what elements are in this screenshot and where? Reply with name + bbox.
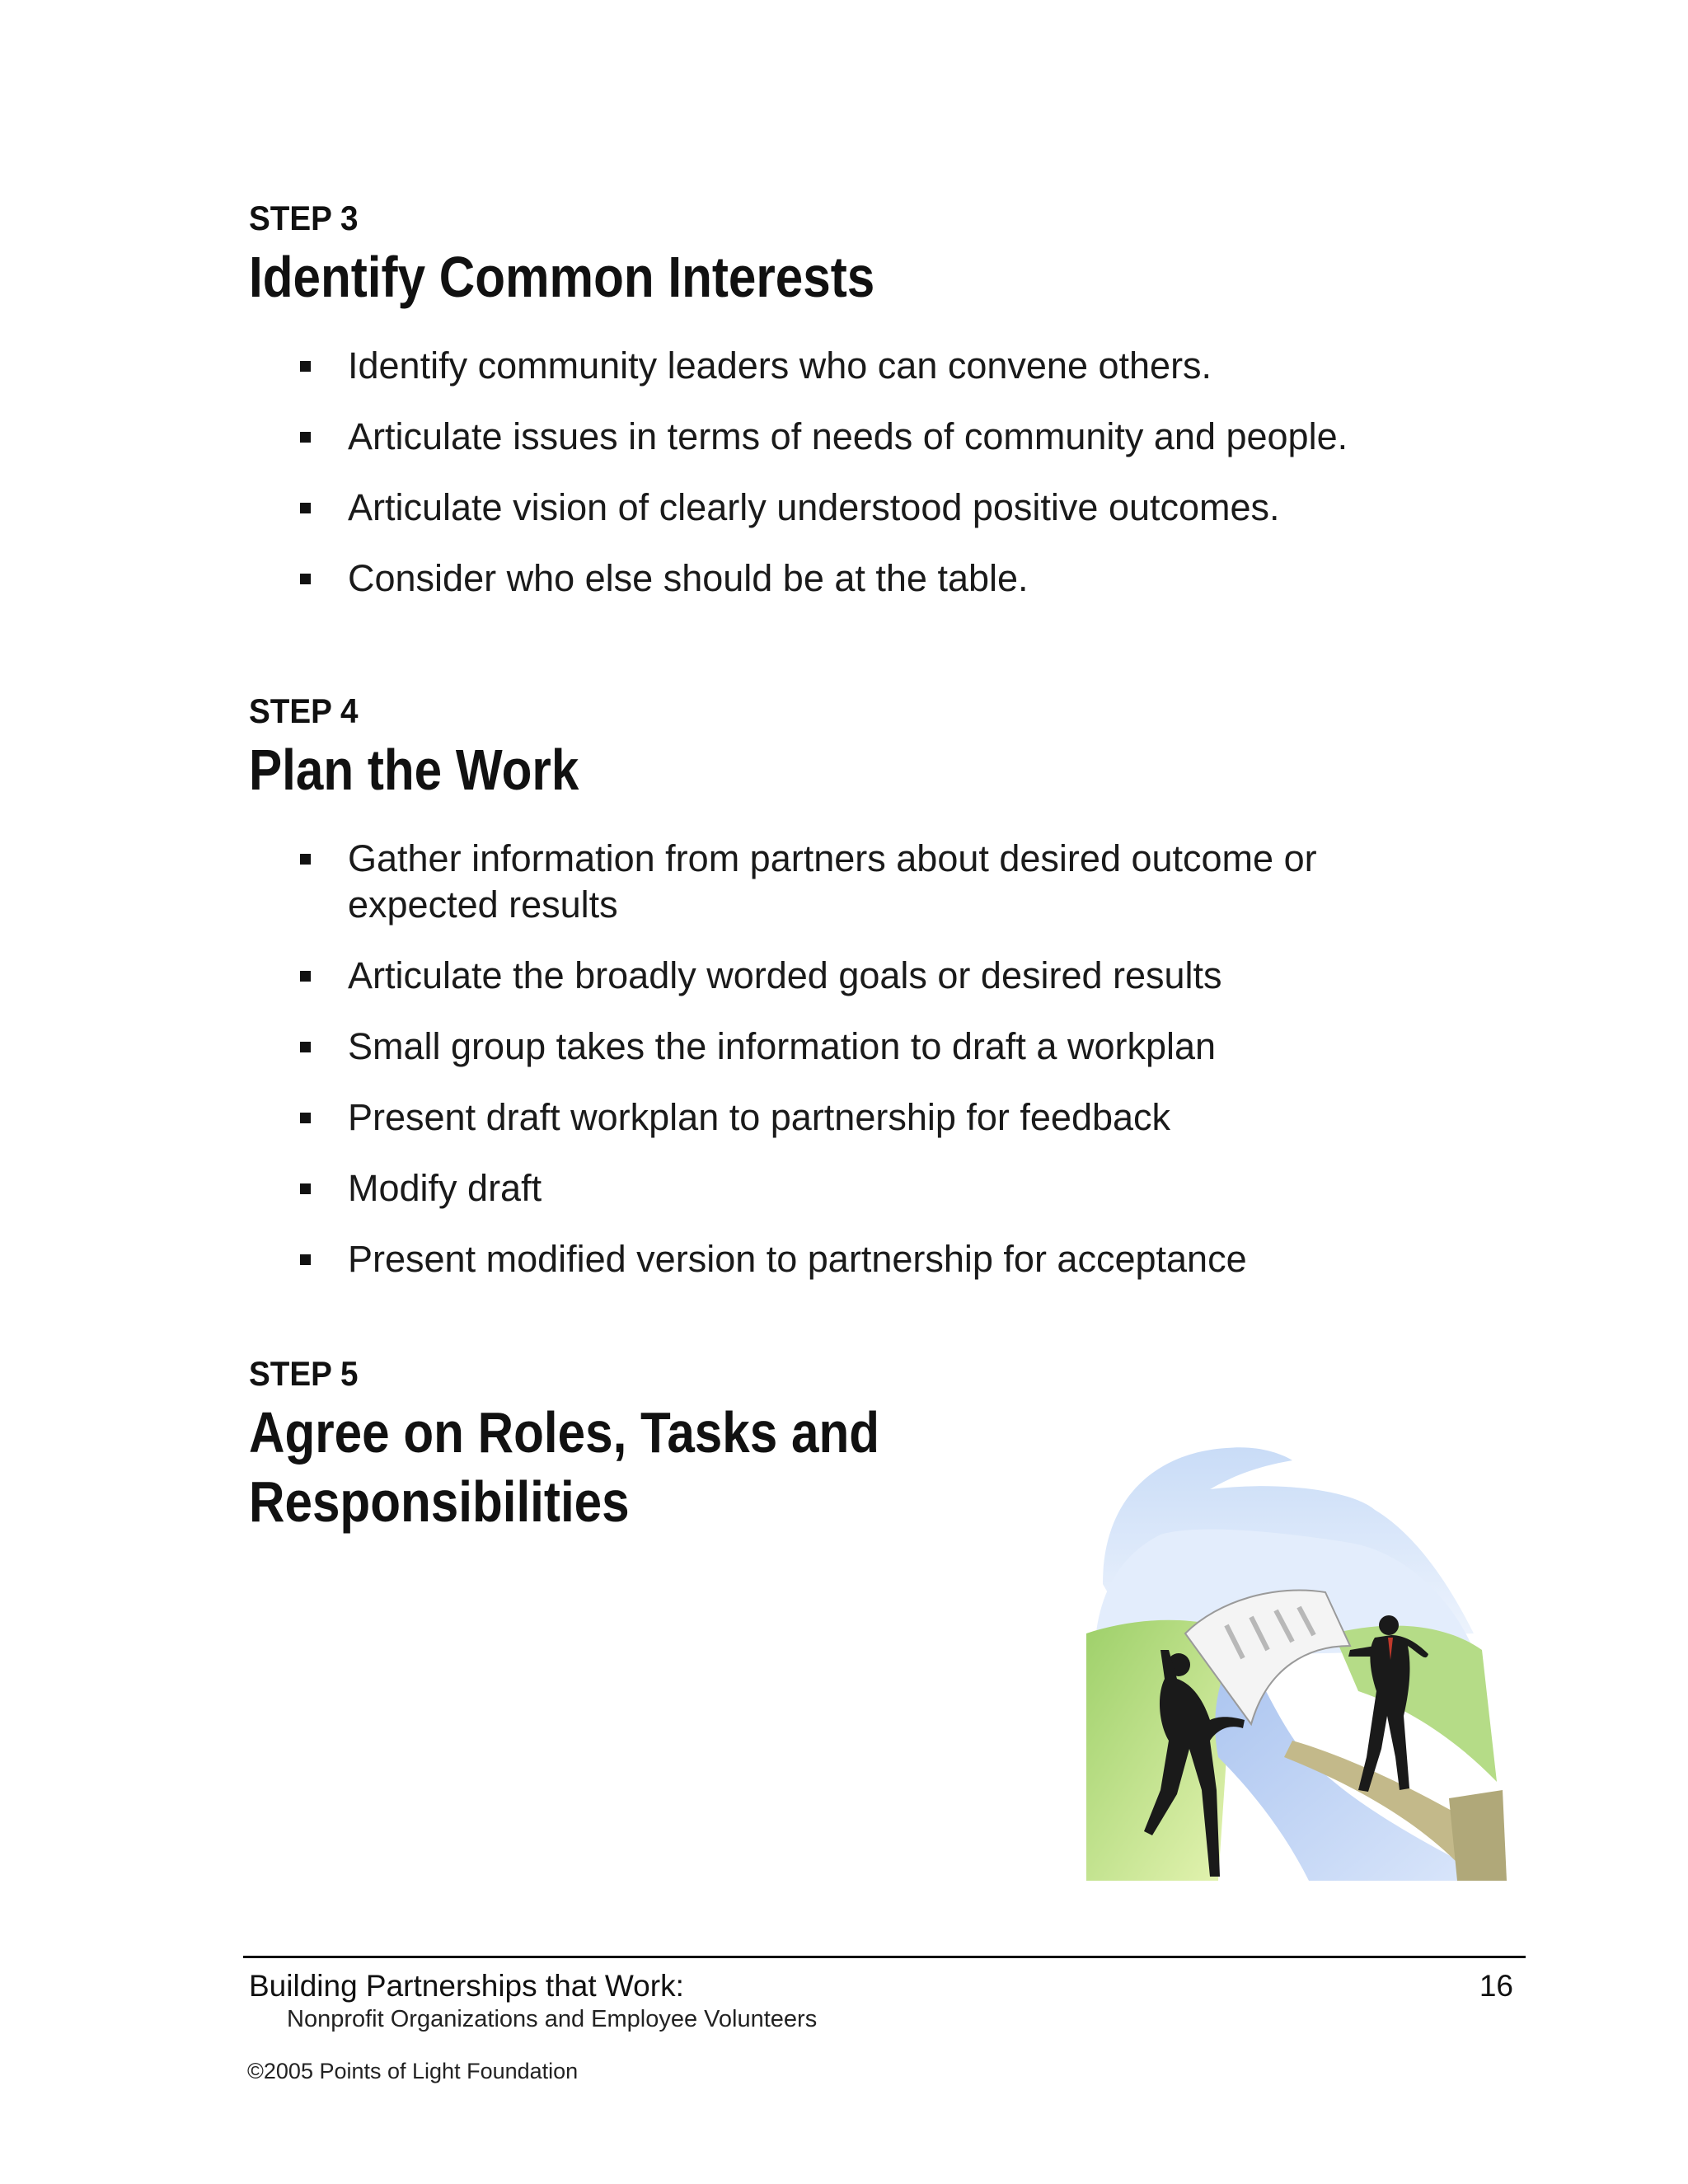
step-4-section (249, 691, 1535, 1307)
bullet-list (249, 343, 1535, 602)
list-item: Articulate the broadly worded goals or desired results (249, 953, 1386, 999)
cliff-shape (1449, 1790, 1507, 1881)
square-bullet-icon (300, 1042, 311, 1052)
square-bullet-icon (300, 574, 311, 584)
square-bullet-icon (300, 503, 311, 513)
square-bullet-icon (300, 854, 311, 865)
partnership-bridge-illustration (1086, 1444, 1538, 1889)
square-bullet-icon (300, 1183, 311, 1194)
step-title: Agree on Roles, Tasks and Responsibilities (249, 1400, 879, 1534)
list-item: Small group takes the information to draft a workplan (249, 1024, 1386, 1070)
list-item: Articulate issues in terms of needs of community and people. (249, 414, 1535, 460)
square-bullet-icon (300, 1254, 311, 1265)
list-item: Present draft workplan to partnership for feedback (249, 1094, 1386, 1141)
step-label: STEP 5 (249, 1354, 359, 1393)
list-item: Consider who else should be at the table. (249, 555, 1535, 602)
square-bullet-icon (300, 361, 311, 372)
bullet-list (249, 836, 1386, 1282)
square-bullet-icon (300, 971, 311, 982)
footer-divider (243, 1956, 1526, 1958)
footer-copyright: ©2005 Points of Light Foundation (247, 2059, 579, 2083)
footer-subtitle: Nonprofit Organizations and Employee Volunteers (287, 2006, 818, 2032)
list-item: Articulate vision of clearly understood positive outcomes. (249, 485, 1535, 531)
square-bullet-icon (300, 1113, 311, 1123)
page-number: 16 (1479, 1969, 1513, 2003)
footer-title: Building Partnerships that Work: (249, 1969, 684, 2003)
list-item: Identify community leaders who can convene others. (249, 343, 1535, 389)
list-item: Gather information from partners about desired outcome or expected results (249, 836, 1386, 928)
step-label: STEP 3 (249, 199, 359, 237)
step-title: Identify Common Interests (249, 245, 875, 309)
step-label: STEP 4 (249, 691, 359, 730)
step-title: Plan the Work (249, 738, 579, 802)
list-item: Present modified version to partnership for acceptance (249, 1236, 1386, 1282)
illustration-svg (1086, 1444, 1538, 1889)
list-item: Modify draft (249, 1165, 1386, 1212)
step-3-section (249, 198, 1535, 626)
square-bullet-icon (300, 432, 311, 443)
